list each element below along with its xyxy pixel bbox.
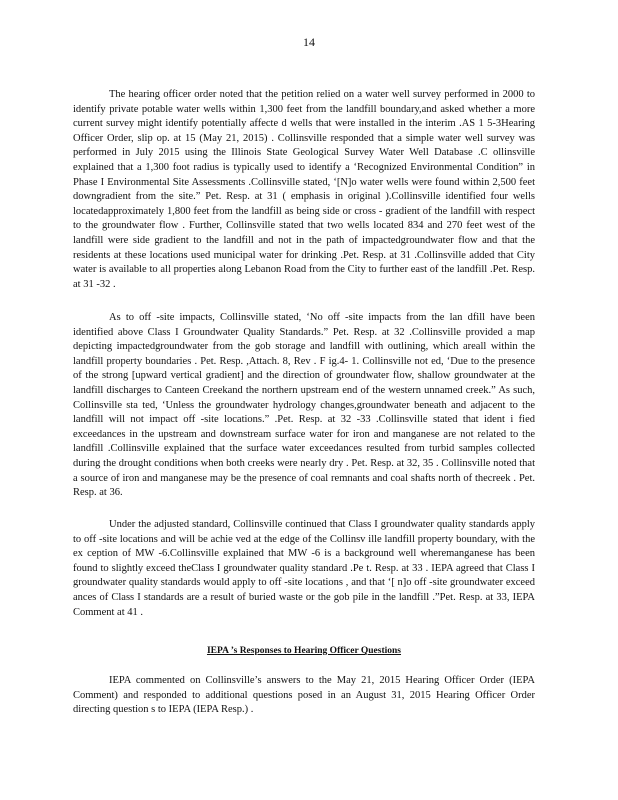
paragraph-adjusted-standard xyxy=(73,518,535,620)
paragraph-text: IEPA commented on Collinsville’s answers to the May 21, 2015 Hearing Officer Order (IEPA Comment) and responded to additional questions posed in an August 31, 2015 Hearing Officer Order directing question s to IEPA (IEPA Resp.) . xyxy=(73,675,535,716)
section-heading-text: IEPA ’s Responses to Hearing Officer Questions xyxy=(206,646,402,656)
section-heading xyxy=(73,646,535,656)
paragraph-well-survey xyxy=(73,88,535,292)
paragraph-iepa-comment xyxy=(73,674,535,718)
paragraph-text: As to off -site impacts, Collinsville stated, ‘No off -site impacts from the lan dfill have been identified above Class I Groundwater Quality Standards.” Pet. Resp. at 32 .Collinsville provided a map depicting impactedgroundwater from the gob storage and landfill with outlining, which areall within the landfill property boundaries . Pet. Resp. ,Attach. 8, Rev . F ig.4- 1. Collinsville not ed, ‘Due to the presence of the strong [upward vertical gradient] and the direction of groundwater flow, shallow groundwater at the landfill discharges to Canteen Creekand the northern upstream end of the western unnamed creek.” As such, Collinsville sta ted, ‘Unless the groundwater hydrology changes,groundwater beneath and adjacent to the landfill will not impact off -site locations.” .Pet. Resp. at 32 -33 .Collinsville stated that ident i fied exceedances in the upstream and downstream surface water for iron and manganese are not related to the landfill .Collinsville explained that the surface water exceedances resulted from turbid samples collected during the drought conditions when both creeks were nearly dry . Pet. Resp. at 32, 35 . Collinsville noted that a source of iron and manganese may be the presence of coal remnants and coal shafts north of thecreek . Pet. Resp. at 36. xyxy=(73,312,535,499)
paragraph-text: The hearing officer order noted that the petition relied on a water well survey performed in 2000 to identify private potable water wells within 1,300 feet from the landfill boundary,and asked whether a more current survey might identify potentially affecte d wells that were installed in the interim .AS 1 5-3Hearing Officer Order, slip op. at 15 (May 21, 2015) . Collinsville responded that a simple water well survey was performed in July 2015 using the Illinois State Geological Survey Water Well Database .C ollinsville explained that a 1,300 foot radius is typically used to identify a ‘Recognized Environmental Condition” in Phase I Environmental Site Assessments .Collinsville stated, ‘[N]o water wells were found within 2,500 feet downgradient from the site.” Pet. Resp. at 31 ( emphasis in original ).Collinsville identified four wells locatedapproximately 1,800 feet from the landfill as being side or cross - gradient of the landfill with respect to the groundwater flow . Further, Collinsville stated that two wells located 834 and 270 feet west of the landfill were side gradient to the landfill and not in the path of impactedgroundwater flow and that the residents at these locations used municipal water for drinking .Pet. Resp. at 31 .Collinsville added that City water is available to all properties along Lebanon Road from the City to further east of the landfill .Pet. Resp. at 31 -32 . xyxy=(73,89,535,290)
page-number: 14 xyxy=(303,35,315,49)
paragraph-text: Under the adjusted standard, Collinsville continued that Class I groundwater quality standards apply to off -site locations and will be achie ved at the edge of the Collinsv ille landfill property boundary, with the ex ception of MW -6.Collinsville explained that MW -6 is a background well wheremanganese has been found to slightly exceed theClass I groundwater quality standard .Pe t. Resp. at 33 . IEPA agreed that Class I groundwater quality standards would apply to off -site locations , and that ‘[ n]o off -site groundwater exceed ances of Class I standards are a result of buried waste or the gob pile in the landfill .”Pet. Resp. at 33, IEPA Comment at 41 . xyxy=(73,519,535,618)
paragraph-offsite-impacts xyxy=(73,311,535,501)
